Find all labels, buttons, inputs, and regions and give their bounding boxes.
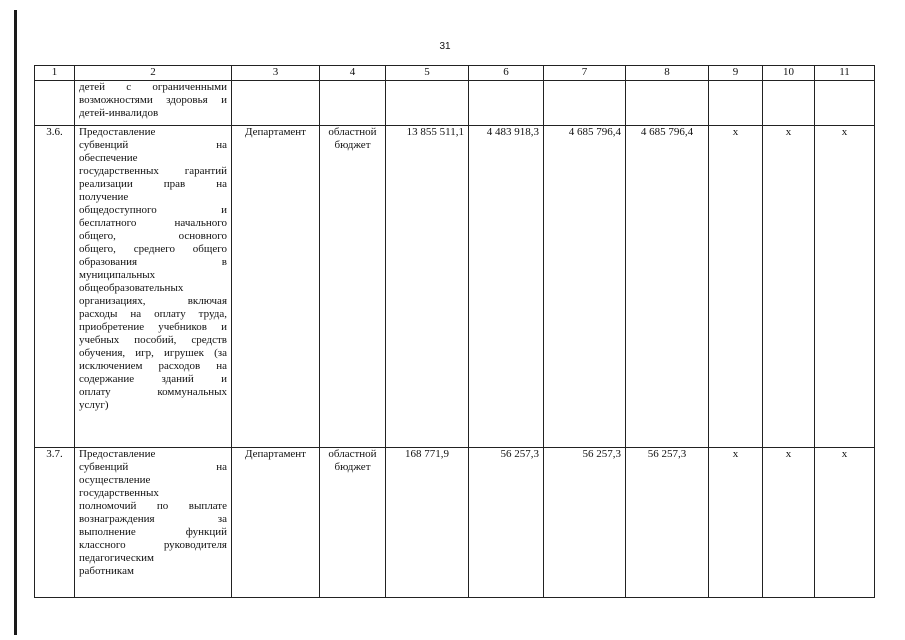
row-number: 3.7.: [35, 448, 75, 598]
row-value-9: х: [709, 126, 763, 448]
description-line: оплату коммунальных: [79, 386, 227, 398]
description-line: вознаграждения за: [79, 513, 227, 525]
description-line: образования в: [79, 256, 227, 268]
row-value-10: х: [763, 448, 815, 598]
description-line: обеспечение: [79, 152, 138, 164]
header-cell: 4: [320, 66, 386, 81]
description-line: классного руководителя: [79, 539, 227, 551]
row-executor: Департамент: [232, 126, 320, 448]
description-line: общего, среднего общего: [79, 243, 227, 255]
row-value-11: [815, 81, 875, 126]
header-cell: 10: [763, 66, 815, 81]
description-line: реализации прав на: [79, 178, 227, 190]
row-value-9: [709, 81, 763, 126]
header-cell: 2: [75, 66, 232, 81]
row-executor: [232, 81, 320, 126]
description-line: педагогическим: [79, 552, 155, 564]
row-value-6: [469, 81, 544, 126]
description-line: Предоставление: [79, 126, 156, 138]
row-description: [75, 81, 232, 126]
header-cell: 9: [709, 66, 763, 81]
description-line: получение: [79, 191, 129, 203]
row-value-7: [544, 81, 626, 126]
header-cell: 5: [386, 66, 469, 81]
description-line: выполнение функций: [79, 526, 227, 538]
description-line: обучения, игр, игрушек (за: [79, 347, 227, 359]
header-cell: 8: [626, 66, 709, 81]
row-description: [75, 448, 232, 598]
description-line: расходы на оплату труда,: [79, 308, 227, 320]
description-line: полномочий по выплате: [79, 500, 227, 512]
description-line: организациях, включая: [79, 295, 227, 307]
header-cell: 7: [544, 66, 626, 81]
description-line: субвенций на: [79, 139, 227, 151]
row-value-6: 56 257,3: [469, 448, 544, 598]
description-line: приобретение учебников и: [79, 321, 227, 333]
page-margin-bar: [14, 10, 17, 635]
row-source: [320, 81, 386, 126]
table-body: [35, 66, 875, 598]
header-cell: 1: [35, 66, 75, 81]
description-line: общедоступного и: [79, 204, 227, 216]
description-line: муниципальных: [79, 269, 156, 281]
description-line: исключением расходов на: [79, 360, 227, 372]
description-line: детей-инвалидов: [79, 107, 159, 119]
row-value-8: 4 685 796,4: [626, 126, 709, 448]
description-line: работникам: [79, 565, 134, 577]
table-row: [35, 81, 875, 126]
row-value-10: х: [763, 126, 815, 448]
row-description: [75, 126, 232, 448]
row-value-7: 56 257,3: [544, 448, 626, 598]
budget-table: [34, 65, 875, 598]
row-value-5: 13 855 511,1: [386, 126, 469, 448]
description-line: государственных: [79, 487, 159, 499]
description-line: возможностями здоровья и: [79, 94, 227, 106]
row-value-5: [386, 81, 469, 126]
table-row: [35, 126, 875, 448]
header-cell: 11: [815, 66, 875, 81]
description-line: детей с ограниченными: [79, 81, 227, 93]
row-value-5: 168 771,9: [386, 448, 469, 598]
description-line: осуществление: [79, 474, 151, 486]
header-cell: 6: [469, 66, 544, 81]
page-number: 31: [439, 41, 451, 52]
description-line: Предоставление: [79, 448, 156, 460]
row-value-8: [626, 81, 709, 126]
header-cell: 3: [232, 66, 320, 81]
row-value-10: [763, 81, 815, 126]
description-line: содержание зданий и: [79, 373, 227, 385]
description-line: услуг): [79, 399, 109, 411]
row-number: [35, 81, 75, 126]
description-line: государственных гарантий: [79, 165, 227, 177]
row-value-7: 4 685 796,4: [544, 126, 626, 448]
row-source: областной бюджет: [320, 126, 386, 448]
table-row: [35, 448, 875, 598]
row-source: областной бюджет: [320, 448, 386, 598]
description-line: учебных пособий, средств: [79, 334, 227, 346]
row-value-8: 56 257,3: [626, 448, 709, 598]
row-number: 3.6.: [35, 126, 75, 448]
row-value-6: 4 483 918,3: [469, 126, 544, 448]
description-line: субвенций на: [79, 461, 227, 473]
description-line: бесплатного начального: [79, 217, 227, 229]
row-value-9: х: [709, 448, 763, 598]
description-line: общеобразовательных: [79, 282, 184, 294]
header-row: [35, 66, 875, 81]
row-value-11: х: [815, 448, 875, 598]
description-line: общего, основного: [79, 230, 227, 242]
row-value-11: х: [815, 126, 875, 448]
row-executor: Департамент: [232, 448, 320, 598]
